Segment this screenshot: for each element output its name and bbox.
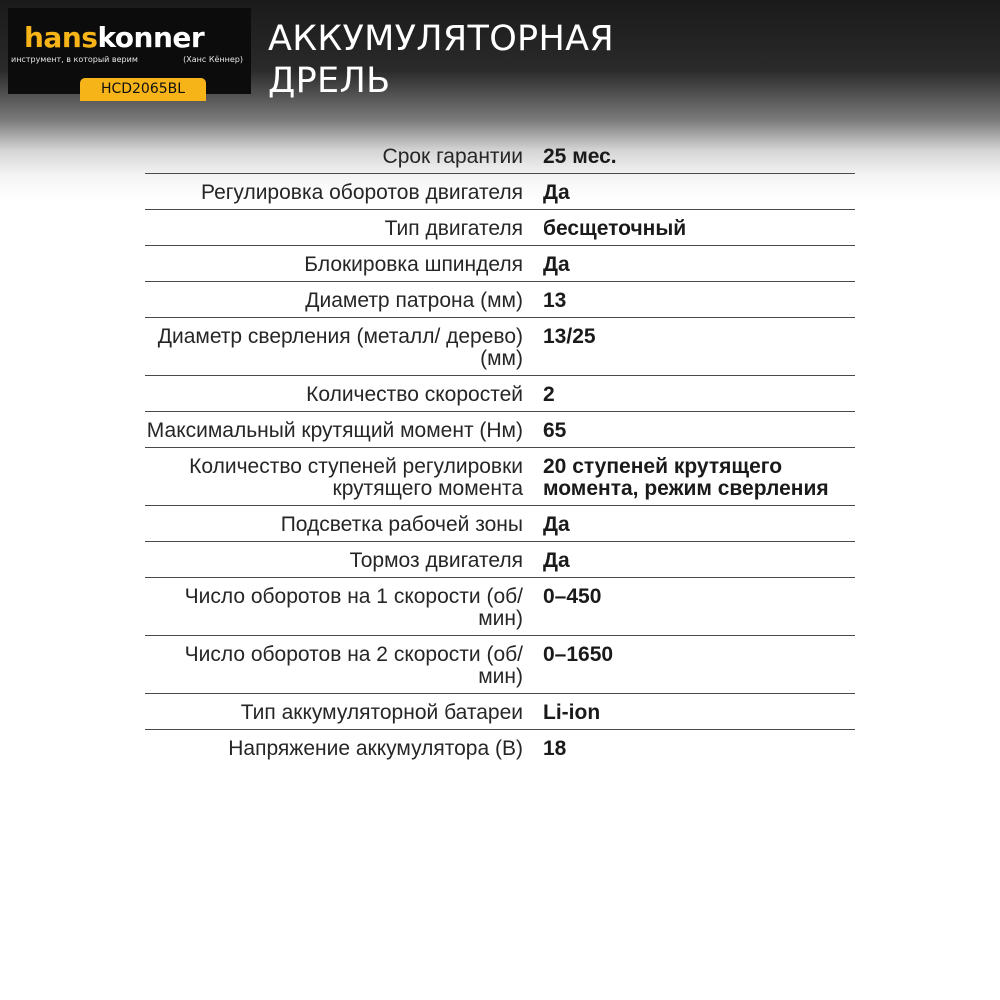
spec-row [145,412,855,448]
spec-label: Регулировка оборотов двигателя [200,181,523,204]
spec-row [145,578,855,636]
spec-label: Тип двигателя [384,217,523,240]
page-title: АККУМУЛЯТОРНАЯ ДРЕЛЬ [268,19,614,101]
spec-label: Максимальный крутящий момент (Нм) [146,419,523,442]
brand-logo [8,8,251,97]
model-badge: HCD2065BL [80,78,206,101]
spec-row [145,174,855,210]
spec-value: Да [543,549,570,572]
spec-row [145,448,855,506]
spec-value: Да [543,253,570,276]
spec-row [145,730,855,765]
spec-label: Подсветка рабочей зоны [280,513,523,536]
brand-tagline [8,55,251,67]
spec-row [145,636,855,694]
spec-table [145,138,855,765]
spec-label: Количество скоростей [306,383,523,406]
spec-value: 65 [543,419,567,442]
spec-row [145,694,855,730]
spec-label: Число оборотов на 1 скорости (об/мин) [184,585,523,630]
spec-row [145,210,855,246]
spec-label: Количество ступеней регулировки крутящего момента [189,455,523,500]
spec-value: Да [543,181,570,204]
spec-value: 0–450 [543,585,602,608]
spec-value: 0–1650 [543,643,614,666]
spec-label: Напряжение аккумулятора (В) [228,737,523,760]
spec-row [145,376,855,412]
spec-label: Тип аккумуляторной батареи [240,701,523,724]
spec-label: Диаметр патрона (мм) [305,289,523,312]
spec-value: Li-ion [543,701,601,724]
spec-value: Да [543,513,570,536]
spec-row [145,318,855,376]
spec-row [145,542,855,578]
spec-value: 20 ступеней крутящего момента, режим сверления [543,455,829,500]
spec-value: 2 [543,383,555,406]
spec-label: Срок гарантии [382,145,523,168]
brand-name-part1: hans [24,21,98,54]
spec-row [145,246,855,282]
spec-row [145,282,855,318]
spec-value: 18 [543,737,567,760]
spec-value: бесщеточный [543,217,687,240]
spec-label: Число оборотов на 2 скорости (об/мин) [184,643,523,688]
brand-wordmark [24,21,205,54]
spec-label: Тормоз двигателя [349,549,523,572]
spec-row [145,506,855,542]
brand-name-part2: konner [97,21,205,54]
spec-value: 13/25 [543,325,596,348]
brand-tagline-text: инструмент, в который верим [11,55,138,64]
spec-label: Диаметр сверления (металл/ дерево) (мм) [157,325,523,370]
spec-label: Блокировка шпинделя [304,253,523,276]
brand-tagline-alt: (Ханс Кённер) [183,55,243,64]
spec-value: 25 мес. [543,145,617,168]
spec-row [145,138,855,174]
spec-value: 13 [543,289,567,312]
